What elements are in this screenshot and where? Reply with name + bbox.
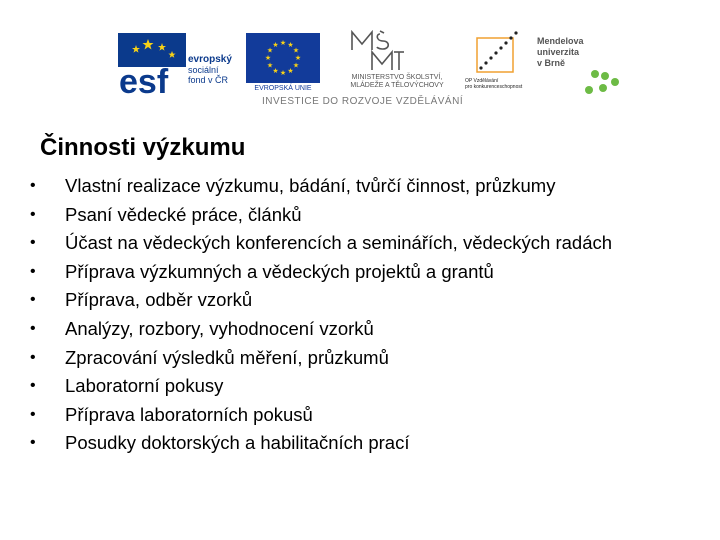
- op-logo: [465, 28, 527, 94]
- bullet-item: • Příprava výzkumných a vědeckých projektů a grantů: [30, 258, 680, 287]
- svg-text:★: ★: [279, 39, 287, 47]
- bullet-item: • Posudky doktorských a habilitačních prací: [30, 429, 680, 458]
- msmt-caption: [322, 74, 472, 90]
- eu-flag-icon: [246, 33, 320, 83]
- esf-mark-icon: [118, 33, 186, 95]
- svg-text:★: ★: [287, 41, 294, 49]
- svg-text:★: ★: [292, 61, 300, 70]
- eu-logo: [246, 33, 320, 95]
- msmt-monogram-icon: [350, 30, 406, 72]
- svg-text:★: ★: [287, 67, 294, 75]
- svg-text:★: ★: [264, 54, 272, 62]
- investment-banner: INVESTICE DO ROZVOJE VZDĚLÁVÁNÍ: [262, 96, 464, 107]
- esf-caption: [188, 55, 232, 85]
- esf-logo: [118, 33, 243, 95]
- bullet-item: • Laboratorní pokusy: [30, 372, 680, 401]
- mendel-caption: [537, 36, 584, 69]
- svg-text:★: ★: [272, 67, 279, 75]
- bullet-item: • Příprava, odběr vzorků: [30, 286, 680, 315]
- bullet-item: • Analýzy, rozbory, vyhodnocení vzorků: [30, 315, 680, 344]
- msmt-line2: MLÁDEŽE A TĚLOVÝCHOVY: [350, 82, 444, 89]
- svg-text:★: ★: [279, 69, 287, 77]
- bullet-item: • Psaní vědecké práce, článků: [30, 201, 680, 230]
- svg-text:★: ★: [292, 46, 300, 55]
- esf-line2: sociální: [188, 65, 219, 75]
- svg-text:esf: esf: [119, 63, 169, 95]
- svg-text:★: ★: [266, 61, 274, 70]
- eu-label: EVROPSKÁ UNIE: [254, 85, 312, 92]
- bullet-list: [30, 172, 680, 458]
- esf-line3: fond v ČR: [188, 75, 229, 85]
- mendel-line2: univerzita: [537, 47, 580, 57]
- bullet-item: • Účast na vědeckých konferencích a seminářích, vědeckých radách: [30, 229, 680, 258]
- bullet-item: • Zpracování výsledků měření, průzkumů: [30, 344, 680, 373]
- msmt-logo: [322, 30, 472, 94]
- svg-text:★: ★: [266, 46, 274, 55]
- op-line2: pro konkurenceschopnost: [465, 84, 523, 90]
- mendel-line3: v Brně: [537, 58, 566, 68]
- bullet-item: • Vlastní realizace výzkumu, bádání, tvůrčí činnost, průzkumy: [30, 172, 680, 201]
- mendel-logo: [533, 28, 623, 98]
- op-mark-icon: [469, 28, 523, 76]
- svg-text:★: ★: [294, 54, 302, 62]
- bullet-item: • Příprava laboratorních pokusů: [30, 401, 680, 430]
- esf-line1: evropský: [188, 54, 232, 65]
- op-line1: OP Vzdělávání: [465, 78, 499, 84]
- slide-title: Činnosti výzkumu: [40, 134, 246, 161]
- svg-text:★: ★: [272, 41, 279, 49]
- op-caption: [465, 78, 527, 90]
- logo-bar: [0, 0, 720, 120]
- mendel-line1: Mendelova: [537, 36, 584, 46]
- msmt-line1: MINISTERSTVO ŠKOLSTVÍ,: [351, 74, 443, 81]
